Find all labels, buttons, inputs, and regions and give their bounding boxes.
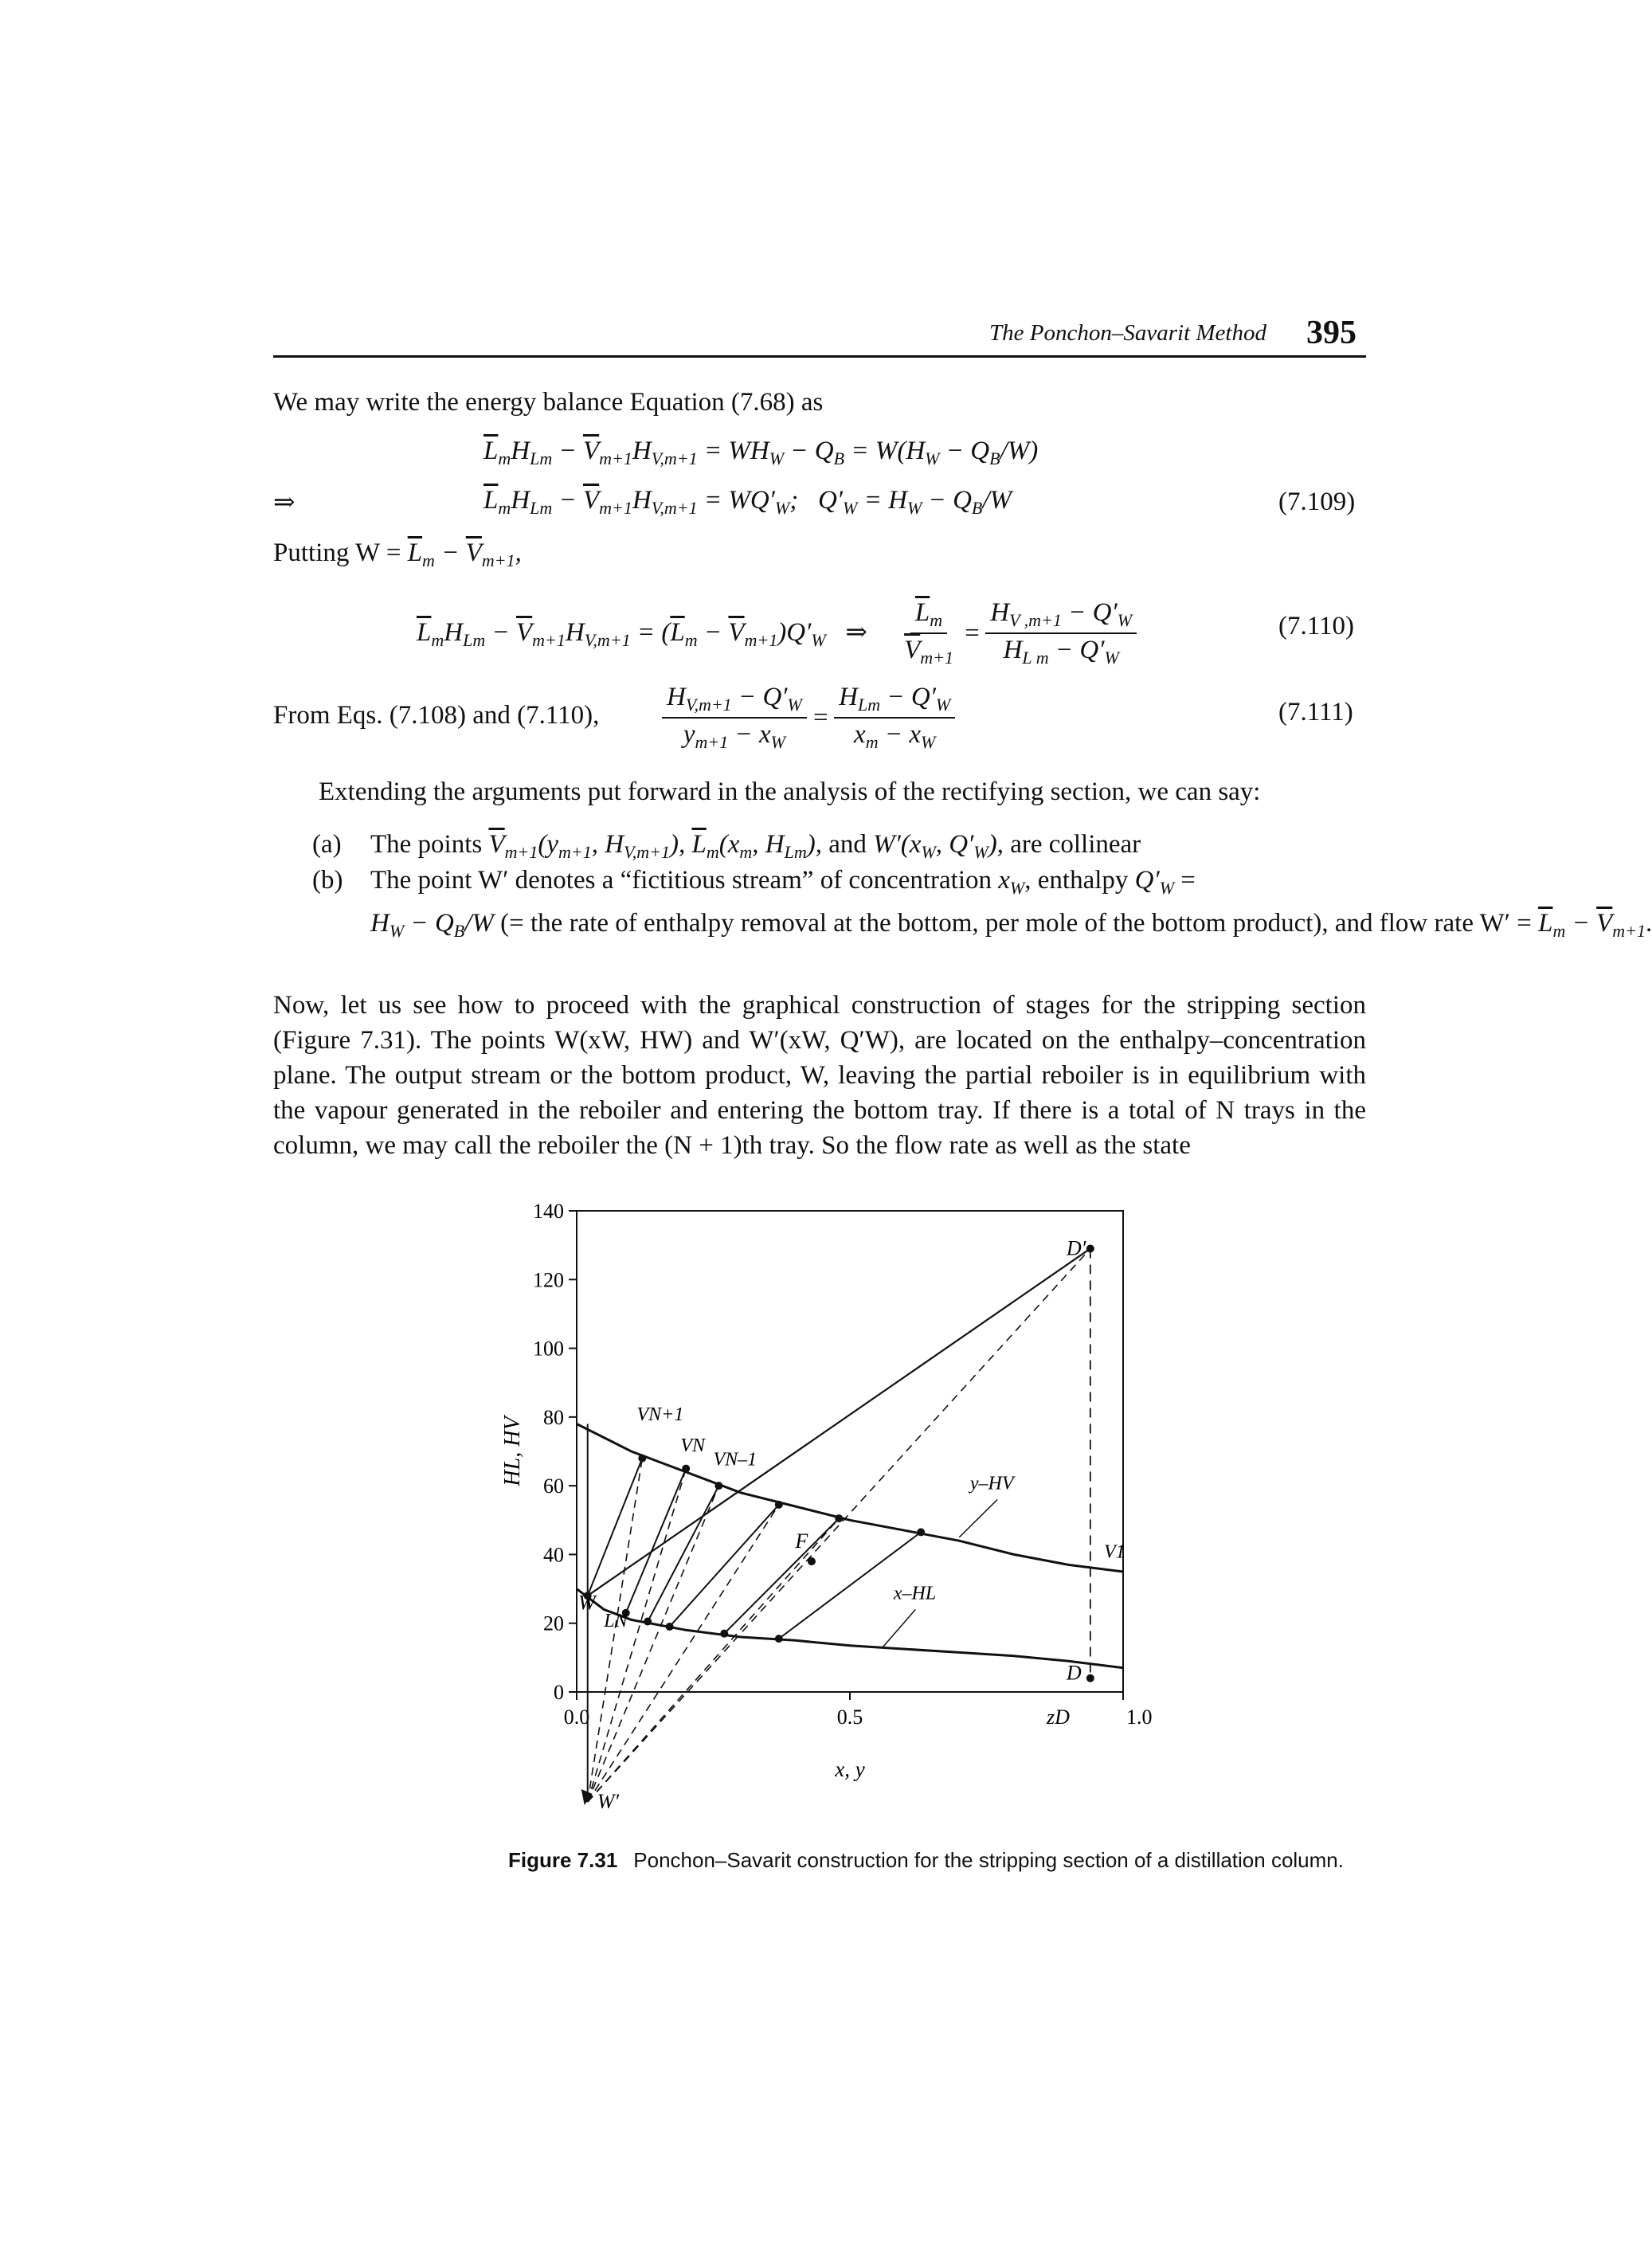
point-marker xyxy=(917,1528,925,1536)
point-marker xyxy=(775,1635,783,1643)
point-marker xyxy=(720,1630,728,1638)
label-v-1: V1 xyxy=(1103,1541,1125,1563)
y-tick-label: 80 xyxy=(543,1405,564,1429)
implies-arrow: ⇒ xyxy=(273,488,296,517)
point-marker xyxy=(714,1482,722,1490)
label-x-hl: x–HL xyxy=(893,1583,937,1604)
intro-text: We may write the energy balance Equation (7.68) as xyxy=(273,388,824,417)
x-axis-label: x, y xyxy=(835,1757,865,1781)
saturated-vapour-curve xyxy=(577,1424,1123,1572)
figure-label: Figure 7.31 xyxy=(508,1848,618,1872)
equation-number-7-109: (7.109) xyxy=(1278,488,1356,516)
point-marker xyxy=(644,1618,652,1626)
list-item-a: The points $\overline{V}_{m+1}(y_{m+1}$, $H_{V,m+1}$), $\overline{L}_m(x_m$, $H_{Lm}$), and $W'(x_W$, $Q'_W$), are collinear xyxy=(370,830,1141,862)
page-number: 395 xyxy=(1306,315,1356,351)
construction-ray-dashed xyxy=(588,1469,686,1802)
label-v-n-plus-1: VN+1 xyxy=(636,1404,684,1426)
label-d: D xyxy=(1066,1661,1082,1685)
list-label-b: (b) xyxy=(312,866,343,895)
list-item-b-text2: (= the rate of enthalpy removal at the bottom, per mole of the bottom product), and flow rate W′ = xyxy=(500,909,1532,938)
y-tick-label: 120 xyxy=(533,1268,564,1292)
tie-line xyxy=(626,1469,686,1613)
point-marker xyxy=(775,1501,783,1509)
tie-line xyxy=(724,1518,839,1634)
extending-text: Extending the arguments put forward in the analysis of the rectifying section, we can say: xyxy=(319,777,1261,806)
tie-line xyxy=(648,1486,718,1621)
construction-ray-dashed xyxy=(588,1486,719,1802)
point-marker xyxy=(1086,1674,1094,1682)
list-label-a: (a) xyxy=(312,830,342,859)
figure-caption xyxy=(508,1848,1344,1873)
running-title: The Ponchon–Savarit Method xyxy=(989,320,1266,346)
label-z-d: zD xyxy=(1046,1706,1070,1729)
label-y-hv: y–HV xyxy=(969,1473,1014,1494)
x-tick-label: 0.5 xyxy=(836,1706,863,1729)
equation-energy-balance-1: $\overline{L}_mH_{Lm} - \overline{V}_{m+1}H_{V,m+1} = WH_W - Q_B = W(H_W - Q_B/W)$ xyxy=(483,437,1039,468)
point-marker xyxy=(1086,1244,1094,1252)
y-tick-label: 0 xyxy=(554,1681,564,1704)
paragraph-stripping-section: Now, let us see how to proceed with the graphical construction of stages for the stripping section (Figure 7.31). The points W(xW, HW) and W′(xW, Q′W), are located on the enthalpy–concentration plane. The output stream or the bottom product, W, leaving the partial reboiler is in equilibrium with the vapour generated in the reboiler and entering the bottom tray. If there is a total of N trays in the column, we may call the reboiler the (N + 1)th tray. So the flow rate as well as the state xyxy=(273,991,1366,1160)
point-marker xyxy=(835,1514,843,1522)
y-tick-label: 140 xyxy=(533,1200,564,1223)
x-tick-label: 0.0 xyxy=(563,1706,590,1729)
list-item-a-text: The points xyxy=(370,830,483,859)
y-tick-label: 100 xyxy=(533,1337,564,1361)
label-d-prime: D′ xyxy=(1066,1236,1086,1260)
tie-line xyxy=(670,1505,779,1627)
leader-x-hl xyxy=(883,1609,915,1647)
y-axis-label: HL, HV xyxy=(500,1416,525,1486)
label-f: F xyxy=(795,1529,808,1553)
figure-7-31-chart xyxy=(478,1195,1163,1832)
from-eqs-text: From Eqs. (7.108) and (7.110), xyxy=(273,701,600,730)
label-w: W xyxy=(578,1591,596,1615)
y-tick-label: 20 xyxy=(543,1612,564,1635)
point-marker xyxy=(682,1465,690,1473)
construction-ray-dashed xyxy=(588,1505,779,1802)
label-v-n-minus-1: VN–1 xyxy=(713,1449,757,1471)
y-tick-label: 60 xyxy=(543,1474,564,1498)
label-w-prime: W′ xyxy=(597,1790,620,1814)
y-tick-label: 40 xyxy=(543,1543,564,1567)
point-marker xyxy=(666,1623,674,1631)
label-v-n: VN xyxy=(680,1435,706,1456)
equation-7-109: $\overline{L}_mH_{Lm} - \overline{V}_{m+1}H_{V,m+1} = WQ'_W$; $Q'_W = H_W - Q_B/W$ xyxy=(483,486,1012,518)
figure-caption-text: Ponchon–Savarit construction for the stripping section of a distillation column. xyxy=(633,1848,1344,1872)
header-rule xyxy=(273,355,1366,358)
equation-number-7-111: (7.111) xyxy=(1278,698,1353,726)
label-l-n: LN xyxy=(604,1611,628,1632)
leader-y-hv xyxy=(959,1499,997,1537)
tie-line xyxy=(588,1459,643,1596)
putting-line: Putting $W = \overline{L}_m - \overline{V}_{m+1}$, xyxy=(273,538,522,570)
list-item-b: The point W′ denotes a “fictitious stream” of concentration $x_W$, enthalpy $Q'_W$ = $H_W - Q_B/W$ (= the rate of enthalpy removal at the bottom, per mole of the bottom product), and flow rate $W' = \overline{L}_m - \overline{V}_{m+1}$. xyxy=(370,866,1652,941)
equation-7-110: $\overline{L}_mH_{Lm} - \overline{V}_{m+1}H_{V,m+1} = (\overline{L}_m - \overline{V}_{m+1})Q'_W$ ⇒ $\frac{\overline{L}_m}{\overline{V}_{m+1}}$ = $\frac{H_{V ,m+1} - Q'_W}{H_{L m} - Q'_W}$ xyxy=(417,589,1141,677)
x-tick-label: 1.0 xyxy=(1126,1706,1153,1729)
equation-7-111: $\frac{H_{V,m+1} - Q'_W}{y_{m+1} - x_W}$ = $\frac{H_{Lm} - Q'_W}{x_m - x_W}$ xyxy=(657,674,960,762)
point-marker xyxy=(638,1455,646,1463)
point-marker xyxy=(808,1557,816,1565)
list-item-b-text1: The point W′ denotes a “fictitious stream” of concentration xyxy=(370,866,992,895)
putting-text: Putting W = xyxy=(273,538,408,567)
equation-number-7-110: (7.110) xyxy=(1278,612,1355,640)
